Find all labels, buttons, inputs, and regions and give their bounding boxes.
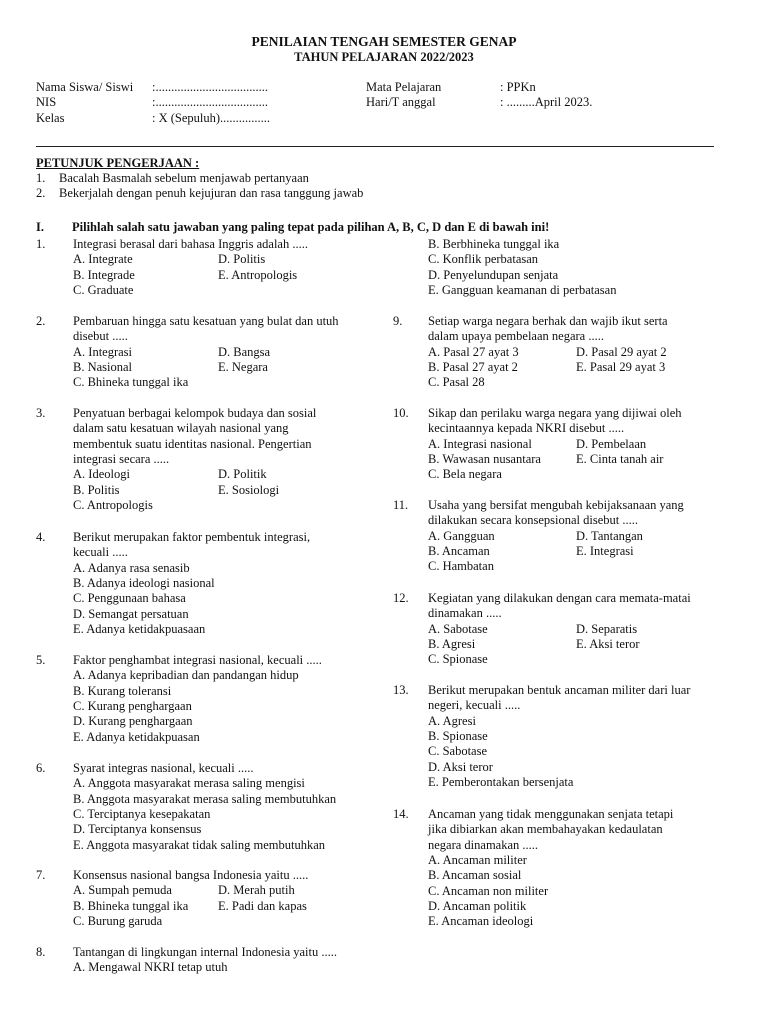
answer-option[interactable]: C. Spionase	[428, 652, 488, 667]
hari-label: Hari/T anggal	[366, 95, 436, 109]
question-stem-line: Berikut merupakan faktor pembentuk integrasi,	[73, 530, 311, 544]
answer-option[interactable]: B. Kurang toleransi	[73, 683, 172, 698]
question-number: 4.	[36, 530, 46, 544]
answer-option[interactable]: E. Negara	[218, 359, 268, 374]
mapel-value: : PPKn	[500, 80, 536, 94]
answer-option[interactable]: B. Anggota masyarakat merasa saling membutuhkan	[73, 791, 337, 806]
question-number: 7.	[36, 868, 46, 882]
answer-option[interactable]: B. Ancaman sosial	[428, 868, 522, 883]
question-stem-line: dalam upaya pembelaan negara .....	[428, 329, 604, 344]
answer-option[interactable]: E. Antropologis	[218, 267, 298, 282]
instruction-number: 1.	[36, 171, 46, 185]
answer-option[interactable]: B. Agresi	[428, 636, 476, 651]
question-stem-line: Konsensus nasional bangsa Indonesia yaitu .....	[73, 868, 309, 882]
question-number: 9.	[393, 314, 403, 328]
question-number: 12.	[393, 591, 409, 605]
question-stem-line: Tantangan di lingkungan internal Indonesia yaitu .....	[73, 945, 337, 959]
answer-option[interactable]: B. Pasal 27 ayat 2	[428, 359, 518, 374]
answer-option[interactable]: A. Integrate	[73, 252, 133, 267]
question-stem-line: negara dinamakan .....	[428, 837, 539, 852]
answer-option[interactable]: E. Sosiologi	[218, 482, 280, 497]
answer-option[interactable]: B. Wawasan nusantara	[428, 451, 541, 466]
question-number: 14.	[393, 807, 409, 821]
divider	[36, 146, 714, 147]
question-stem-line: Syarat integras nasional, kecuali .....	[73, 761, 254, 775]
answer-option[interactable]: D. Tantangan	[576, 528, 643, 543]
answer-option[interactable]: A. Integrasi nasional	[428, 436, 532, 451]
question-stem-line: dalam satu kesatuan wilayah nasional yang	[73, 421, 289, 436]
question-stem-line: kecintaannya kepada NKRI disebut .....	[428, 421, 625, 436]
answer-option[interactable]: D. Pasal 29 ayat 2	[576, 344, 667, 359]
answer-option[interactable]: E. Ancaman ideologi	[428, 914, 534, 929]
answer-option[interactable]: C. Hambatan	[428, 559, 494, 574]
answer-option[interactable]: E. Pemberontakan bersenjata	[428, 774, 574, 789]
question-stem-line: kecuali .....	[73, 545, 128, 560]
answer-option[interactable]: D. Politis	[218, 252, 266, 267]
section-number: I.	[36, 220, 44, 234]
answer-option[interactable]: B. Politis	[73, 482, 120, 497]
question-stem-line: Berikut merupakan bentuk ancaman militer dari luar	[428, 683, 691, 697]
answer-option[interactable]: D. Kurang penghargaan	[73, 714, 193, 729]
answer-option[interactable]: A. Adanya rasa senasib	[73, 560, 190, 575]
question-number: 10.	[393, 406, 409, 420]
answer-option[interactable]: A. Integrasi	[73, 344, 133, 359]
question-stem-line: Sikap dan perilaku warga negara yang dijiwai oleh	[428, 406, 682, 420]
answer-option[interactable]: A. Ideologi	[73, 467, 130, 482]
answer-option[interactable]: A. Ancaman militer	[428, 852, 527, 867]
answer-option[interactable]: D. Penyelundupan senjata	[428, 267, 559, 282]
answer-option[interactable]: C. Antropologis	[73, 497, 153, 512]
instruction-text: Bekerjalah dengan penuh kejujuran dan rasa tanggung jawab	[59, 186, 364, 200]
question-stem-line: jika dibiarkan akan membahayakan kedaulatan	[428, 822, 663, 837]
question-stem-line: Penyatuan berbagai kelompok budaya dan sosial	[73, 406, 317, 420]
answer-option[interactable]: A. Anggota masyarakat merasa saling mengisi	[73, 776, 305, 791]
answer-option[interactable]: B. Integrade	[73, 267, 135, 282]
answer-option[interactable]: D. Separatis	[576, 621, 638, 636]
question-stem-line: disebut .....	[73, 329, 128, 344]
instruction-text: Bacalah Basmalah sebelum menjawab pertanyaan	[59, 171, 309, 185]
answer-option[interactable]: D. Merah putih	[218, 883, 295, 898]
question-number: 1.	[36, 237, 46, 251]
question-stem-line: Pembaruan hingga satu kesatuan yang bulat dan utuh	[73, 314, 339, 328]
page-title: PENILAIAN TENGAH SEMESTER GENAP	[251, 34, 517, 49]
answer-option[interactable]: C. Sabotase	[428, 744, 488, 759]
answer-option[interactable]: C. Konflik perbatasan	[428, 252, 539, 267]
answer-option[interactable]: E. Adanya ketidakpuasaan	[73, 621, 206, 636]
answer-option[interactable]: E. Pasal 29 ayat 3	[576, 359, 666, 374]
answer-option[interactable]: C. Burung garuda	[73, 913, 163, 928]
question-stem-line: Integrasi berasal dari bahasa Inggris adalah .....	[73, 237, 308, 251]
answer-option[interactable]: D. Pembelaan	[576, 436, 647, 451]
question-stem-line: dinamakan .....	[428, 606, 502, 621]
answer-option[interactable]: A. Mengawal NKRI tetap utuh	[73, 960, 228, 975]
question-stem-line: Setiap warga negara berhak dan wajib ikut serta	[428, 314, 668, 328]
answer-option[interactable]: D. Aksi teror	[428, 759, 493, 774]
nama-field[interactable]: :....................................	[152, 80, 268, 94]
answer-option[interactable]: B. Bhineka tunggal ika	[73, 898, 189, 913]
answer-option[interactable]: C. Kurang penghargaan	[73, 698, 192, 713]
answer-option[interactable]: E. Padi dan kapas	[218, 898, 307, 913]
answer-option[interactable]: A. Agresi	[428, 713, 476, 728]
answer-option[interactable]: B. Spionase	[428, 728, 488, 743]
answer-option[interactable]: A. Adanya kepribadian dan pandangan hidup	[73, 668, 299, 683]
question-number: 8.	[36, 945, 46, 959]
page-subtitle: TAHUN PELAJARAN 2022/2023	[294, 50, 474, 64]
nis-label: NIS	[36, 95, 57, 109]
answer-option[interactable]: B. Adanya ideologi nasional	[73, 575, 215, 590]
answer-option[interactable]: C. Graduate	[73, 282, 134, 297]
answer-option[interactable]: A. Sabotase	[428, 621, 488, 636]
question-stem-line: Ancaman yang tidak menggunakan senjata tetapi	[428, 807, 674, 821]
question-stem-line: Faktor penghambat integrasi nasional, kecuali .....	[73, 653, 322, 667]
answer-option[interactable]: D. Bangsa	[218, 344, 271, 359]
answer-option[interactable]: D. Politik	[218, 467, 267, 482]
answer-option[interactable]: A. Pasal 27 ayat 3	[428, 344, 519, 359]
question-number: 6.	[36, 761, 46, 775]
answer-option[interactable]: E. Anggota masyarakat tidak saling membutuhkan	[73, 837, 326, 852]
instructions-heading: PETUNJUK PENGERJAAN :	[36, 156, 200, 170]
question-stem-line: negeri, kecuali .....	[428, 698, 521, 713]
answer-option[interactable]: D. Semangat persatuan	[73, 606, 189, 621]
answer-option[interactable]: E. Adanya ketidakpuasan	[73, 729, 200, 744]
kelas-field[interactable]: : X (Sepuluh)................	[152, 111, 271, 125]
question-number: 3.	[36, 406, 46, 420]
question-number: 13.	[393, 683, 409, 697]
nis-field[interactable]: :....................................	[152, 95, 268, 109]
nama-label: Nama Siswa/ Siswi	[36, 80, 134, 94]
answer-option[interactable]: B. Nasional	[73, 359, 133, 374]
kelas-label: Kelas	[36, 111, 65, 125]
answer-option[interactable]: D. Terciptanya konsensus	[73, 822, 202, 837]
hari-field[interactable]: : .........April 2023.	[500, 95, 593, 109]
answer-option[interactable]: A. Sumpah pemuda	[73, 883, 172, 898]
answer-option[interactable]: B. Ancaman	[428, 543, 490, 558]
section-instruction: Pilihlah salah satu jawaban yang paling tepat pada pilihan A, B, C, D dan E di bawah ini!	[72, 220, 550, 234]
question-stem-line: dilakukan secara konsepsional disebut .....	[428, 513, 639, 528]
answer-option[interactable]: C. Bela negara	[428, 467, 502, 482]
question-stem-line: Usaha yang bersifat mengubah kebijaksanaan yang	[428, 498, 684, 512]
answer-option[interactable]: E. Integrasi	[576, 543, 634, 558]
mapel-label: Mata Pelajaran	[366, 80, 442, 94]
answer-option[interactable]: A. Gangguan	[428, 528, 495, 543]
answer-option[interactable]: E. Gangguan keamanan di perbatasan	[428, 282, 617, 297]
question-number: 11.	[393, 498, 409, 512]
question-stem-line: integrasi secara .....	[73, 451, 170, 466]
answer-option[interactable]: E. Cinta tanah air	[576, 451, 664, 466]
question-number: 5.	[36, 653, 46, 667]
answer-option[interactable]: B. Berbhineka tunggal ika	[428, 237, 560, 251]
answer-option[interactable]: C. Terciptanya kesepakatan	[73, 806, 211, 821]
answer-option[interactable]: C. Bhineka tunggal ika	[73, 375, 189, 390]
question-stem-line: membentuk suatu identitas nasional. Pengertian	[73, 436, 312, 451]
answer-option[interactable]: C. Penggunaan bahasa	[73, 591, 186, 606]
answer-option[interactable]: D. Ancaman politik	[428, 898, 527, 913]
answer-option[interactable]: E. Aksi teror	[576, 636, 640, 651]
instruction-number: 2.	[36, 186, 46, 200]
answer-option[interactable]: C. Pasal 28	[428, 375, 485, 390]
answer-option[interactable]: C. Ancaman non militer	[428, 883, 549, 898]
question-stem-line: Kegiatan yang dilakukan dengan cara memata-matai	[428, 591, 691, 605]
question-number: 2.	[36, 314, 46, 328]
